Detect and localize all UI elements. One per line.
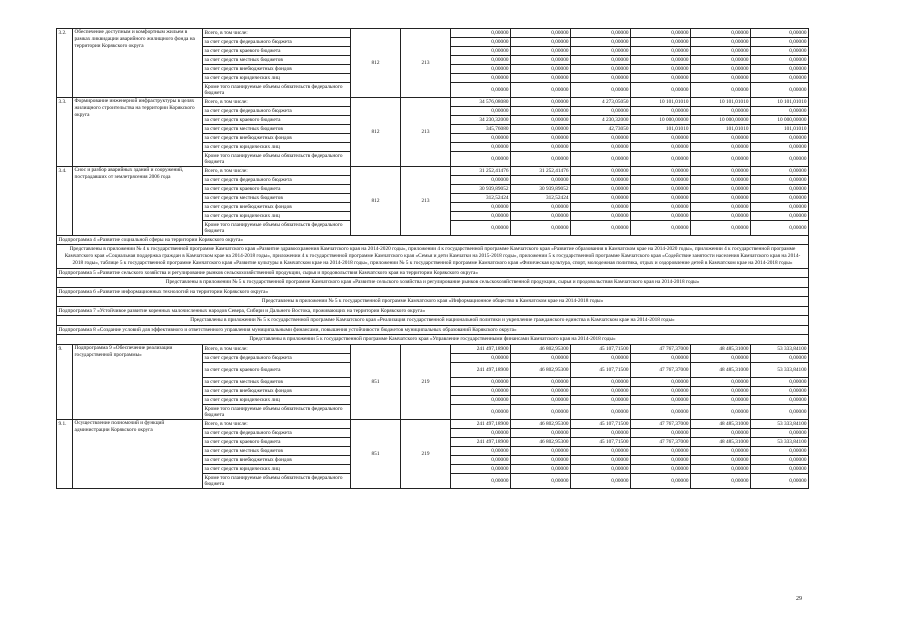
amount-cell: 0,00000	[451, 474, 511, 489]
amount-cell: 0,00000	[691, 221, 751, 236]
amount-cell: 0,00000	[631, 176, 691, 185]
item-name: Подпрограмма 9 «Обеспечение реализации государственной программы»	[73, 345, 203, 420]
amount-cell: 48 485,31000	[691, 363, 751, 378]
subprogram-row	[57, 269, 809, 278]
amount-cell: 0,00000	[631, 465, 691, 474]
amount-cell: 0,00000	[631, 456, 691, 465]
amount-cell: 34 576,08080	[451, 98, 511, 107]
amount-cell: 0,00000	[511, 465, 571, 474]
funding-source: Всего, в том числе:	[203, 167, 351, 176]
subprogram-row	[57, 288, 809, 297]
amount-cell: 0,00000	[751, 29, 809, 38]
amount-cell: 0,00000	[571, 185, 631, 194]
amount-cell: 0,00000	[751, 221, 809, 236]
grbs-code: 812	[351, 167, 401, 236]
amount-cell: 0,00000	[751, 387, 809, 396]
amount-cell: 0,00000	[631, 29, 691, 38]
amount-cell: 0,00000	[571, 212, 631, 221]
amount-cell: 0,00000	[691, 47, 751, 56]
amount-cell: 0,00000	[751, 176, 809, 185]
amount-cell: 241 497,18900	[451, 363, 511, 378]
amount-cell: 0,00000	[511, 405, 571, 420]
funding-source: Всего, в том числе:	[203, 98, 351, 107]
amount-cell: 0,00000	[451, 354, 511, 363]
amount-cell: 0,00000	[751, 74, 809, 83]
amount-cell: 0,00000	[631, 74, 691, 83]
amount-cell: 0,00000	[691, 194, 751, 203]
amount-cell: 45 107,71500	[571, 438, 631, 447]
funding-source: за счет средств краевого бюджета	[203, 116, 351, 125]
amount-cell: 0,00000	[691, 456, 751, 465]
amount-cell: 0,00000	[571, 176, 631, 185]
amount-cell: 4 230,32000	[571, 116, 631, 125]
amount-cell: 0,00000	[751, 107, 809, 116]
amount-cell: 0,00000	[631, 396, 691, 405]
table-row	[57, 345, 809, 354]
amount-cell: 0,00000	[571, 143, 631, 152]
amount-cell: 0,00000	[631, 65, 691, 74]
amount-cell: 48 485,31000	[691, 438, 751, 447]
funding-source: Кроме того планируемые объемы обязательств федерального бюджета	[203, 152, 351, 167]
amount-cell: 0,00000	[631, 203, 691, 212]
amount-cell: 0,00000	[451, 396, 511, 405]
amount-cell: 0,00000	[751, 47, 809, 56]
note-row	[57, 335, 809, 345]
funding-source: за счет средств внебюджетных фондов	[203, 65, 351, 74]
amount-cell: 241 497,18900	[451, 345, 511, 354]
amount-cell: 0,00000	[691, 354, 751, 363]
subprogram-note: Представлены в приложении 5 к государственной программе Камчатского края «Управление государственными финансами Камчатского края на 2014-2018 годы»	[57, 335, 809, 345]
amount-cell: 46 802,95300	[511, 420, 571, 429]
amount-cell: 47 767,37000	[631, 438, 691, 447]
amount-cell: 0,00000	[631, 405, 691, 420]
amount-cell: 0,00000	[451, 203, 511, 212]
funding-source: Кроме того планируемые объемы обязательств федерального бюджета	[203, 474, 351, 489]
amount-cell: 0,00000	[631, 429, 691, 438]
item-name: Обеспечение доступным и комфортным жильем в рамках ликвидации аварийного жилищного фонда на территории Корякского округа	[73, 29, 203, 98]
amount-cell: 0,00000	[511, 74, 571, 83]
amount-cell: 45 107,71500	[571, 363, 631, 378]
amount-cell: 0,00000	[511, 134, 571, 143]
amount-cell: 10 000,00000	[631, 116, 691, 125]
amount-cell: 0,00000	[511, 447, 571, 456]
amount-cell: 0,00000	[571, 221, 631, 236]
amount-cell: 0,00000	[571, 134, 631, 143]
subprogram-row	[57, 307, 809, 316]
subprogram-title: Подпрограмма 6 «Развитие информационных технологий на территории Корякского округа»	[57, 288, 809, 297]
amount-cell: 10 101,01010	[751, 98, 809, 107]
item-number: 3.2.	[57, 29, 73, 98]
amount-cell: 0,00000	[511, 456, 571, 465]
amount-cell: 0,00000	[451, 29, 511, 38]
amount-cell: 0,00000	[691, 167, 751, 176]
amount-cell: 0,00000	[631, 83, 691, 98]
amount-cell: 0,00000	[511, 125, 571, 134]
amount-cell: 0,00000	[691, 396, 751, 405]
funding-source: Кроме того планируемые объемы обязательств федерального бюджета	[203, 83, 351, 98]
amount-cell: 0,00000	[451, 56, 511, 65]
funding-source: Кроме того планируемые объемы обязательств федерального бюджета	[203, 221, 351, 236]
amount-cell: 0,00000	[451, 387, 511, 396]
amount-cell: 45 107,71500	[571, 345, 631, 354]
amount-cell: 0,00000	[691, 107, 751, 116]
amount-cell: 0,00000	[631, 354, 691, 363]
amount-cell: 0,00000	[691, 203, 751, 212]
section-code: 219	[401, 345, 451, 420]
amount-cell: 0,00000	[751, 38, 809, 47]
amount-cell: 45 107,71500	[571, 420, 631, 429]
amount-cell: 0,00000	[691, 378, 751, 387]
amount-cell: 0,00000	[691, 65, 751, 74]
amount-cell: 30 939,89052	[451, 185, 511, 194]
funding-source: за счет средств краевого бюджета	[203, 185, 351, 194]
funding-source: за счет средств юридических лиц	[203, 396, 351, 405]
amount-cell: 10 101,01010	[691, 98, 751, 107]
budget-sheet	[56, 28, 808, 489]
amount-cell: 46 802,95300	[511, 438, 571, 447]
amount-cell: 0,00000	[451, 429, 511, 438]
amount-cell: 0,00000	[691, 29, 751, 38]
amount-cell: 10 101,01010	[631, 98, 691, 107]
amount-cell: 0,00000	[631, 378, 691, 387]
amount-cell: 0,00000	[571, 354, 631, 363]
amount-cell: 0,00000	[751, 167, 809, 176]
amount-cell: 0,00000	[451, 74, 511, 83]
amount-cell: 0,00000	[691, 56, 751, 65]
amount-cell: 0,00000	[451, 176, 511, 185]
amount-cell: 0,00000	[691, 143, 751, 152]
funding-source: за счет средств федерального бюджета	[203, 354, 351, 363]
amount-cell: 0,00000	[751, 456, 809, 465]
section-code: 219	[401, 420, 451, 489]
note-row	[57, 278, 809, 288]
amount-cell: 241 497,18900	[451, 420, 511, 429]
amount-cell: 48 485,31000	[691, 420, 751, 429]
item-number: 3.4.	[57, 167, 73, 236]
amount-cell: 0,00000	[451, 38, 511, 47]
funding-source: за счет средств краевого бюджета	[203, 47, 351, 56]
amount-cell: 0,00000	[571, 405, 631, 420]
amount-cell: 0,00000	[451, 65, 511, 74]
funding-source: Всего, в том числе:	[203, 345, 351, 354]
amount-cell: 0,00000	[451, 212, 511, 221]
amount-cell: 0,00000	[511, 83, 571, 98]
amount-cell: 4 273,05050	[571, 98, 631, 107]
amount-cell: 0,00000	[451, 447, 511, 456]
funding-source: за счет средств краевого бюджета	[203, 363, 351, 378]
amount-cell: 0,00000	[571, 38, 631, 47]
funding-source: за счет средств внебюджетных фондов	[203, 203, 351, 212]
amount-cell: 53 333,84100	[751, 363, 809, 378]
amount-cell: 0,00000	[751, 474, 809, 489]
amount-cell: 0,00000	[511, 56, 571, 65]
amount-cell: 0,00000	[511, 212, 571, 221]
amount-cell: 0,00000	[631, 38, 691, 47]
funding-source: за счет средств местных бюджетов	[203, 125, 351, 134]
amount-cell: 0,00000	[511, 203, 571, 212]
funding-source: за счет средств местных бюджетов	[203, 194, 351, 203]
amount-cell: 0,00000	[571, 396, 631, 405]
amount-cell: 0,00000	[751, 143, 809, 152]
amount-cell: 0,00000	[511, 354, 571, 363]
funding-source: за счет средств внебюджетных фондов	[203, 456, 351, 465]
amount-cell: 0,00000	[691, 74, 751, 83]
funding-source: за счет средств внебюджетных фондов	[203, 134, 351, 143]
amount-cell: 0,00000	[751, 447, 809, 456]
subprogram-note: Представлены в приложении № 5 к государственной программе Камчатского края «Реализация государственной национальной политики и укрепление гражданского единства в Камчатском крае на 2014-2018 годы»	[57, 316, 809, 326]
amount-cell: 10 000,00000	[751, 116, 809, 125]
amount-cell: 101,01010	[751, 125, 809, 134]
funding-source: за счет средств юридических лиц	[203, 143, 351, 152]
amount-cell: 0,00000	[511, 98, 571, 107]
amount-cell: 0,00000	[691, 474, 751, 489]
amount-cell: 0,00000	[751, 405, 809, 420]
amount-cell: 0,00000	[571, 465, 631, 474]
amount-cell: 0,00000	[511, 65, 571, 74]
amount-cell: 0,00000	[691, 152, 751, 167]
amount-cell: 0,00000	[631, 447, 691, 456]
amount-cell: 46 802,95300	[511, 345, 571, 354]
amount-cell: 0,00000	[631, 56, 691, 65]
amount-cell: 0,00000	[631, 221, 691, 236]
table-row	[57, 167, 809, 176]
amount-cell: 0,00000	[631, 107, 691, 116]
funding-source: за счет средств местных бюджетов	[203, 378, 351, 387]
note-row	[57, 245, 809, 269]
section-code: 213	[401, 29, 451, 98]
table-row	[57, 29, 809, 38]
amount-cell: 0,00000	[451, 221, 511, 236]
amount-cell: 0,00000	[511, 176, 571, 185]
amount-cell: 0,00000	[511, 396, 571, 405]
item-name: Снос и разбор аварийных зданий и сооружений, пострадавших от землетрясения 2006 года	[73, 167, 203, 236]
amount-cell: 0,00000	[691, 465, 751, 474]
amount-cell: 46 802,95300	[511, 363, 571, 378]
item-number: 9.1.	[57, 420, 73, 489]
amount-cell: 0,00000	[691, 38, 751, 47]
grbs-code: 812	[351, 29, 401, 98]
amount-cell: 0,00000	[751, 152, 809, 167]
amount-cell: 0,00000	[571, 29, 631, 38]
amount-cell: 47 767,37000	[631, 345, 691, 354]
amount-cell: 30 939,89052	[511, 185, 571, 194]
budget-table	[56, 28, 809, 489]
funding-source: за счет средств юридических лиц	[203, 212, 351, 221]
item-name: Формирование инженерной инфраструктуры в целях жилищного строительства на территории Корякского округа	[73, 98, 203, 167]
amount-cell: 0,00000	[631, 387, 691, 396]
amount-cell: 0,00000	[511, 47, 571, 56]
amount-cell: 0,00000	[571, 387, 631, 396]
amount-cell: 0,00000	[751, 378, 809, 387]
amount-cell: 0,00000	[751, 185, 809, 194]
amount-cell: 0,00000	[451, 152, 511, 167]
amount-cell: 0,00000	[751, 65, 809, 74]
amount-cell: 0,00000	[751, 429, 809, 438]
funding-source: за счет средств местных бюджетов	[203, 447, 351, 456]
grbs-code: 851	[351, 420, 401, 489]
table-row	[57, 420, 809, 429]
item-number: 9.	[57, 345, 73, 420]
subprogram-title: Подпрограмма 4 «Развитие социальной сферы на территории Корякского округа»	[57, 236, 809, 245]
amount-cell: 0,00000	[751, 212, 809, 221]
subprogram-note: Представлены в приложении № 4 к государственной программе Камчатского края «Развитие здравоохранения Камчатского края на 2014-2020 годы», приложении 4 к государственной программе Камчатского края «Развитие образования в Камчатском крае на 2014-2020 годы», приложении 4 к государственной программе Камчатского края «Социальная поддержка граждан в Камчатском крае на 2014-2018 годы», приложении 4 к государственной программе Камчатского края «Семья и дети Камчатки на 2015-2018 годы», приложении 5 к государственной программе Камчатского края «Содействие занятости населения Камчатского края на 2014-2018 годы», таблице 5 к государственной программе Камчатского края «Развитие культуры в Камчатском крае на 2014-2018 годы», приложении № 5 к государственной программе Камчатского края «Физическая культура, спорт, молодежная политика, отдых и оздоровление детей в Камчатском крае на 2014-2018 годы»	[57, 245, 809, 269]
grbs-code: 812	[351, 98, 401, 167]
amount-cell: 0,00000	[751, 203, 809, 212]
amount-cell: 0,00000	[571, 83, 631, 98]
subprogram-title: Подпрограмма 8 «Создание условий для эффективного и ответственного управления муниципальными финансами, повышения устойчивости бюджетов муниципальных образований Корякского округа»	[57, 326, 809, 335]
section-code: 213	[401, 167, 451, 236]
funding-source: за счет средств федерального бюджета	[203, 429, 351, 438]
amount-cell: 0,00000	[631, 194, 691, 203]
funding-source: за счет средств юридических лиц	[203, 465, 351, 474]
amount-cell: 0,00000	[631, 167, 691, 176]
amount-cell: 0,00000	[571, 107, 631, 116]
amount-cell: 0,00000	[631, 212, 691, 221]
amount-cell: 0,00000	[511, 378, 571, 387]
amount-cell: 31 252,41476	[511, 167, 571, 176]
amount-cell: 47 767,37000	[631, 420, 691, 429]
funding-source: за счет средств краевого бюджета	[203, 438, 351, 447]
amount-cell: 0,00000	[691, 176, 751, 185]
amount-cell: 0,00000	[631, 474, 691, 489]
note-row	[57, 316, 809, 326]
page-number: 29	[796, 596, 802, 602]
amount-cell: 53 333,84100	[751, 420, 809, 429]
amount-cell: 0,00000	[571, 447, 631, 456]
amount-cell: 31 252,41476	[451, 167, 511, 176]
amount-cell: 0,00000	[691, 134, 751, 143]
amount-cell: 0,00000	[571, 429, 631, 438]
amount-cell: 0,00000	[511, 143, 571, 152]
funding-source: Кроме того планируемые объемы обязательств федерального бюджета	[203, 405, 351, 420]
amount-cell: 0,00000	[451, 143, 511, 152]
amount-cell: 42,73050	[571, 125, 631, 134]
amount-cell: 0,00000	[631, 134, 691, 143]
amount-cell: 0,00000	[691, 447, 751, 456]
amount-cell: 312,52424	[451, 194, 511, 203]
subprogram-note: Представлены в приложении № 5 к государственной программе Камчатского края «Информационное общество в Камчатском крае на 2014-2018 годы»	[57, 297, 809, 307]
amount-cell: 0,00000	[631, 47, 691, 56]
amount-cell: 0,00000	[571, 378, 631, 387]
funding-source: за счет средств федерального бюджета	[203, 38, 351, 47]
subprogram-row	[57, 236, 809, 245]
grbs-code: 851	[351, 345, 401, 420]
amount-cell: 0,00000	[571, 65, 631, 74]
amount-cell: 101,01010	[691, 125, 751, 134]
amount-cell: 0,00000	[571, 56, 631, 65]
amount-cell: 0,00000	[691, 387, 751, 396]
amount-cell: 0,00000	[571, 47, 631, 56]
amount-cell: 345,76080	[451, 125, 511, 134]
subprogram-title: Подпрограмма 7 «Устойчивое развитие коренных малочисленных народов Севера, Сибири и Дальнего Востока, проживающих на территории Корякского округа»	[57, 307, 809, 316]
amount-cell: 0,00000	[691, 185, 751, 194]
amount-cell: 0,00000	[571, 74, 631, 83]
amount-cell: 0,00000	[451, 378, 511, 387]
table-row	[57, 98, 809, 107]
amount-cell: 10 000,00000	[691, 116, 751, 125]
funding-source: за счет средств внебюджетных фондов	[203, 387, 351, 396]
amount-cell: 0,00000	[451, 456, 511, 465]
amount-cell: 0,00000	[511, 429, 571, 438]
amount-cell: 53 333,84100	[751, 438, 809, 447]
amount-cell: 0,00000	[691, 212, 751, 221]
amount-cell: 0,00000	[451, 47, 511, 56]
item-number: 3.3.	[57, 98, 73, 167]
amount-cell: 0,00000	[451, 465, 511, 474]
amount-cell: 34 230,32000	[451, 116, 511, 125]
amount-cell: 53 333,84100	[751, 345, 809, 354]
note-row	[57, 297, 809, 307]
funding-source: за счет средств федерального бюджета	[203, 176, 351, 185]
funding-source: за счет средств федерального бюджета	[203, 107, 351, 116]
funding-source: за счет средств местных бюджетов	[203, 56, 351, 65]
amount-cell: 0,00000	[631, 185, 691, 194]
amount-cell: 0,00000	[511, 474, 571, 489]
amount-cell: 0,00000	[451, 405, 511, 420]
amount-cell: 0,00000	[751, 354, 809, 363]
amount-cell: 0,00000	[451, 134, 511, 143]
amount-cell: 0,00000	[511, 116, 571, 125]
amount-cell: 0,00000	[511, 38, 571, 47]
subprogram-row	[57, 326, 809, 335]
amount-cell: 312,52424	[511, 194, 571, 203]
amount-cell: 0,00000	[631, 143, 691, 152]
amount-cell: 0,00000	[751, 396, 809, 405]
item-name: Осуществление полномочий и функций администрации Корякского округа	[73, 420, 203, 489]
amount-cell: 0,00000	[451, 107, 511, 116]
amount-cell: 0,00000	[691, 83, 751, 98]
amount-cell: 0,00000	[571, 152, 631, 167]
amount-cell: 241 497,18900	[451, 438, 511, 447]
amount-cell: 0,00000	[571, 474, 631, 489]
amount-cell: 0,00000	[511, 29, 571, 38]
amount-cell: 0,00000	[571, 456, 631, 465]
table-body	[57, 29, 809, 489]
funding-source: за счет средств юридических лиц	[203, 74, 351, 83]
amount-cell: 0,00000	[691, 429, 751, 438]
amount-cell: 0,00000	[511, 387, 571, 396]
amount-cell: 0,00000	[571, 203, 631, 212]
funding-source: Всего, в том числе:	[203, 420, 351, 429]
amount-cell: 0,00000	[511, 221, 571, 236]
amount-cell: 0,00000	[751, 194, 809, 203]
amount-cell: 0,00000	[751, 134, 809, 143]
amount-cell: 0,00000	[571, 167, 631, 176]
amount-cell: 0,00000	[451, 83, 511, 98]
amount-cell: 0,00000	[751, 465, 809, 474]
amount-cell: 101,01010	[631, 125, 691, 134]
subprogram-title: Подпрограмма 5 «Развитие сельского хозяйства и регулирование рынков сельскохозяйственной продукции, сырья и продовольствия Камчатского края на территории Корякского округа»	[57, 269, 809, 278]
amount-cell: 47 767,37000	[631, 363, 691, 378]
amount-cell: 48 485,31000	[691, 345, 751, 354]
amount-cell: 0,00000	[751, 83, 809, 98]
amount-cell: 0,00000	[691, 405, 751, 420]
amount-cell: 0,00000	[511, 107, 571, 116]
amount-cell: 0,00000	[511, 152, 571, 167]
amount-cell: 0,00000	[631, 152, 691, 167]
subprogram-note: Представлены в приложении № 5 к государственной программе Камчатского края «Развитие сельского хозяйства и регулирование рынков сельскохозяйственной продукции, сырья и продовольствия Камчатского края на 2014-2018 годы»	[57, 278, 809, 288]
amount-cell: 0,00000	[571, 194, 631, 203]
funding-source: Всего, в том числе:	[203, 29, 351, 38]
amount-cell: 0,00000	[751, 56, 809, 65]
section-code: 213	[401, 98, 451, 167]
